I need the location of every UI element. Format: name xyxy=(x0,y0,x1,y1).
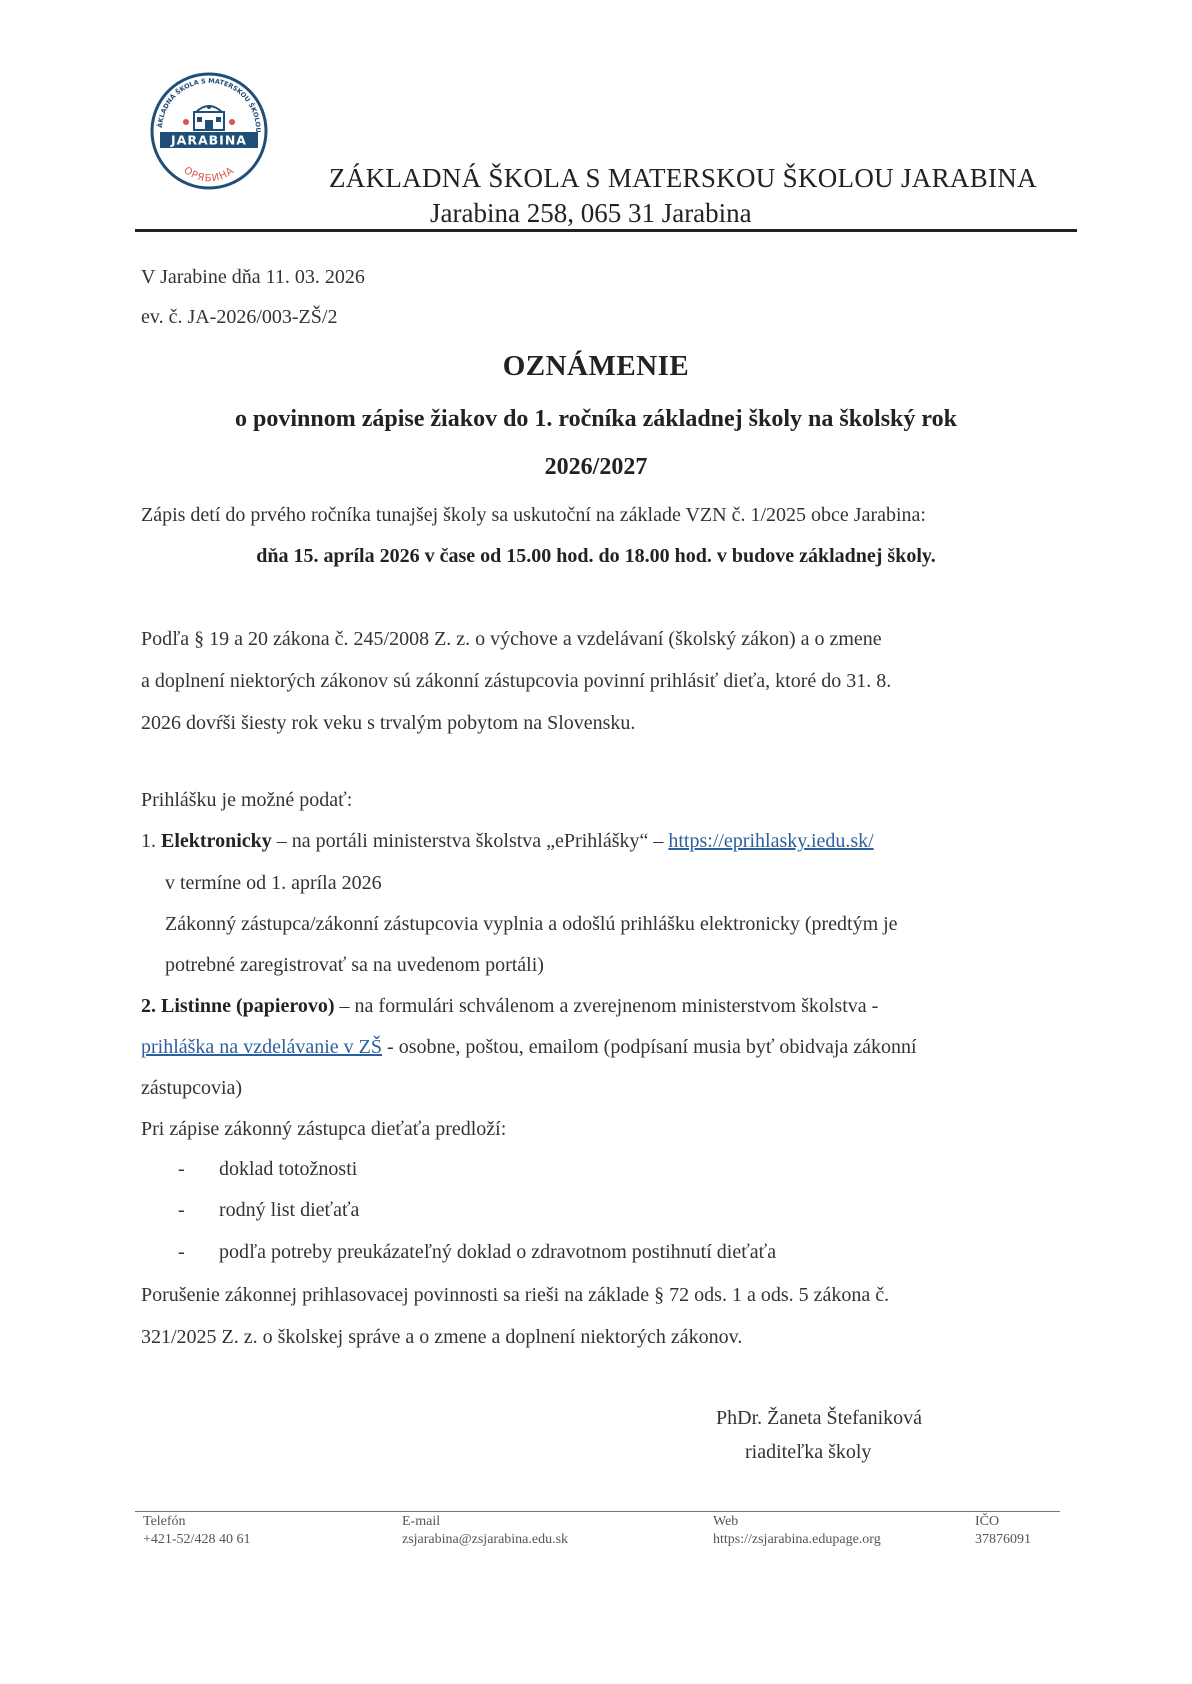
document-title: OZNÁMENIE xyxy=(502,350,690,382)
law-line-3: 2026 dovŕši šiesty rok veku s trvalým pobytom na Slovensku. xyxy=(141,712,636,734)
bullet-dash: - xyxy=(178,1199,185,1221)
signatory-role: riaditeľka školy xyxy=(745,1441,872,1463)
footer-divider xyxy=(135,1511,1060,1512)
footer-web-label: Web xyxy=(713,1514,739,1529)
enrollment-date-time: dňa 15. apríla 2026 v čase od 15.00 hod. do 18.00 hod. v budove základnej školy. xyxy=(256,545,936,567)
submission-heading: Prihlášku je možné podať: xyxy=(141,789,353,811)
footer-web[interactable]: https://zsjarabina.edupage.org xyxy=(713,1532,881,1547)
footer-phone: +421-52/428 40 61 xyxy=(143,1532,251,1547)
option-electronic xyxy=(141,829,874,853)
signatory-name: PhDr. Žaneta Štefaniková xyxy=(716,1407,923,1429)
application-form-link[interactable]: prihláška na vzdelávanie v ZŠ xyxy=(141,1036,383,1058)
document-item: podľa potreby preukázateľný doklad o zdravotnom postihnutí dieťaťa xyxy=(219,1241,777,1263)
violation-line-2: 321/2025 Z. z. o školskej správe a o zmene a doplnení niektorých zákonov. xyxy=(141,1326,743,1348)
document-item: rodný list dieťaťa xyxy=(219,1199,360,1221)
documents-heading: Pri zápise zákonný zástupca dieťaťa predloží: xyxy=(141,1118,507,1140)
option-2-label: 2. Listinne (papierovo) xyxy=(141,995,335,1017)
bullet-dash: - xyxy=(178,1158,185,1180)
logo-bottom-text: ОРЯБИНА xyxy=(181,164,237,185)
logo-emblem-icon xyxy=(150,72,268,190)
footer-phone-label: Telefón xyxy=(143,1514,186,1529)
reference-number: ev. č. JA-2026/003-ZŠ/2 xyxy=(141,306,338,328)
option-2-text: – na formulári schválenom a zverejnenom ministerstvom školstva - xyxy=(334,995,879,1017)
school-logo xyxy=(150,72,268,190)
law-line-1: Podľa § 19 a 20 zákona č. 245/2008 Z. z. o výchove a vzdelávaní (školský zákon) a o zmene xyxy=(141,628,882,650)
school-address: Jarabina 258, 065 31 Jarabina xyxy=(430,198,752,228)
school-name: ZÁKLADNÁ ŠKOLA S MATERSKOU ŠKOLOU JARABINA xyxy=(329,163,1037,193)
intro-line: Zápis detí do prvého ročníka tunajšej školy sa uskutoční na základe VZN č. 1/2025 obce Jarabina: xyxy=(141,504,926,526)
footer-email-label: E-mail xyxy=(402,1514,441,1529)
footer-ico-label: IČO xyxy=(975,1514,1000,1529)
option-2-line-2 xyxy=(141,1035,917,1059)
option-1-term: v termíne od 1. apríla 2026 xyxy=(165,872,382,894)
option-2-line-3: zástupcovia) xyxy=(141,1077,243,1099)
option-1-desc-1: Zákonný zástupca/zákonní zástupcovia vyplnia a odošlú prihlášku elektronicky (predtým je xyxy=(165,913,898,935)
date-line: V Jarabine dňa 11. 03. 2026 xyxy=(141,266,365,288)
footer-email[interactable]: zsjarabina@zsjarabina.edu.sk xyxy=(402,1532,569,1547)
option-paper xyxy=(141,994,878,1018)
document-subtitle: o povinnom zápise žiakov do 1. ročníka základnej školy na školský rok xyxy=(235,406,957,432)
logo-banner-text: JARABINA xyxy=(171,132,247,148)
option-1-label: Elektronicky xyxy=(161,830,272,852)
eprihlasky-link[interactable]: https://eprihlasky.iedu.sk/ xyxy=(668,830,874,852)
violation-line-1: Porušenie zákonnej prihlasovacej povinnosti sa rieši na základe § 72 ods. 1 a ods. 5 zákona č. xyxy=(141,1284,890,1306)
document-item: doklad totožnosti xyxy=(219,1158,358,1180)
footer-ico: 37876091 xyxy=(975,1532,1031,1547)
school-year: 2026/2027 xyxy=(544,454,648,480)
bullet-dash: - xyxy=(178,1241,185,1263)
option-1-number: 1. xyxy=(141,830,156,852)
option-1-text: – na portáli ministerstva školstva „ePrihlášky“ – xyxy=(271,830,669,852)
option-2-text-2: - osobne, poštou, emailom (podpísaní musia byť obidvaja zákonní xyxy=(382,1036,917,1058)
law-line-2: a doplnení niektorých zákonov sú zákonní zástupcovia povinní prihlásiť dieťa, ktoré do 31. 8. xyxy=(141,670,892,692)
header-divider xyxy=(135,229,1077,232)
logo-arc-text: ÁKLADNÁ ŠKOLA S MATERSKOU ŠKOLOU xyxy=(156,76,263,133)
option-1-desc-2: potrebné zaregistrovať sa na uvedenom portáli) xyxy=(165,954,544,976)
